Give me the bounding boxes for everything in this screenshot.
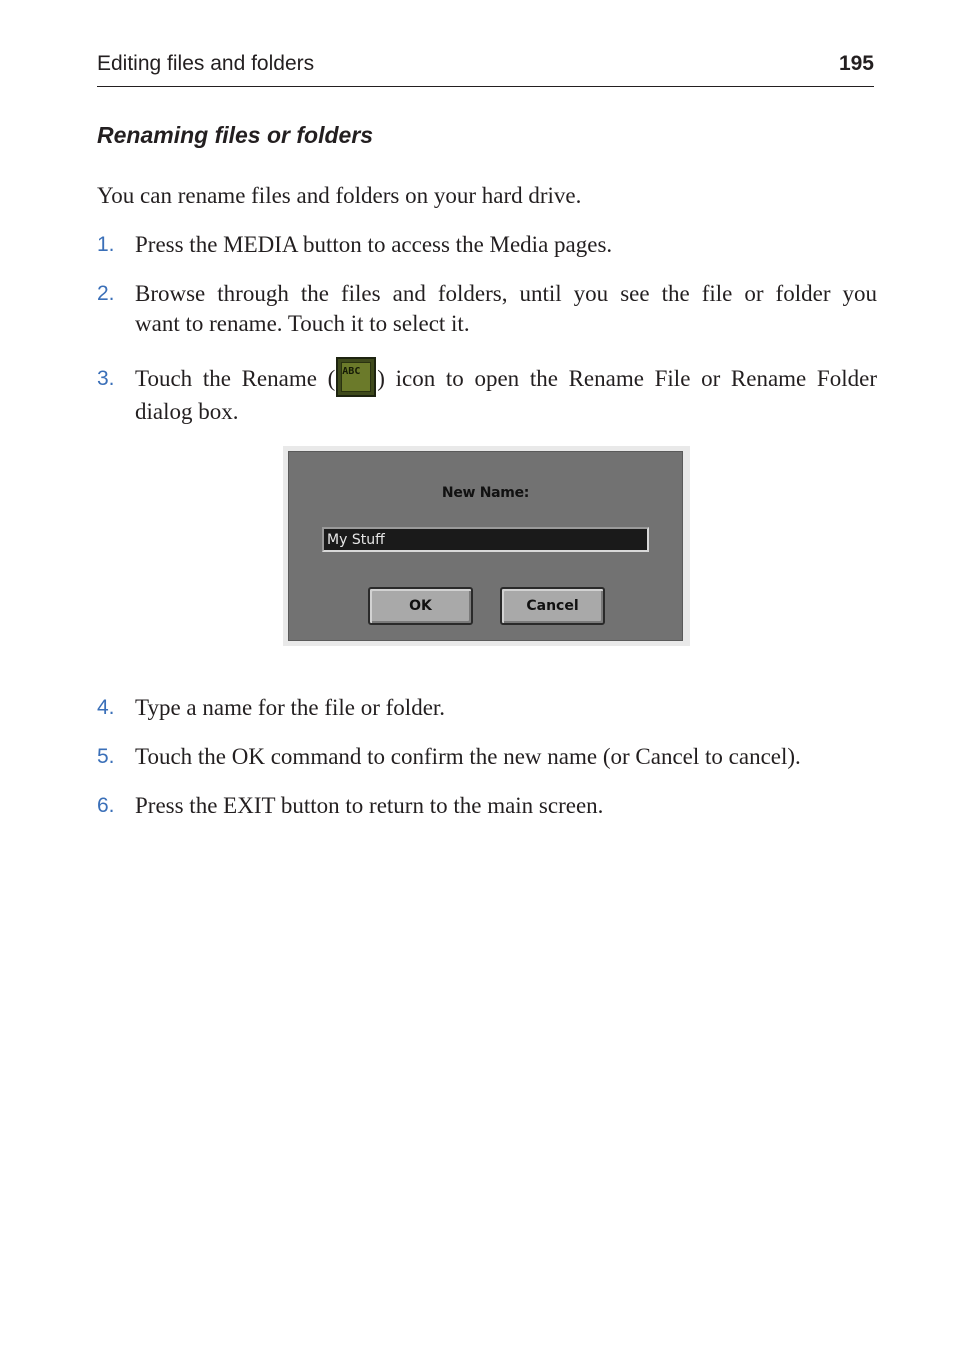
rename-icon-label: ABC	[341, 362, 371, 392]
step-number: 6.	[97, 794, 115, 817]
new-name-input[interactable]	[322, 527, 649, 552]
step-text: Touch the OK command to confirm the new name (or Cancel to cancel).	[135, 744, 801, 769]
step-2	[97, 279, 877, 339]
step-text-line-2: want to rename. Touch it to select it.	[135, 311, 470, 336]
rename-abc-icon	[336, 357, 376, 397]
step-text-line-1	[135, 364, 877, 397]
ok-button[interactable]: OK	[368, 587, 473, 625]
cancel-button[interactable]: Cancel	[500, 587, 605, 625]
step-3	[97, 364, 877, 427]
step-number: 1.	[97, 233, 115, 256]
chapter-title: Editing files and folders	[97, 52, 315, 75]
step-text-after-icon: ) icon to open the Rename File or Rename Folder	[377, 366, 877, 391]
step-number: 5.	[97, 745, 115, 768]
step-text-before-icon: Touch the Rename (	[135, 366, 336, 391]
page-number: 195	[838, 52, 874, 75]
step-4	[97, 693, 877, 723]
step-number: 2.	[97, 282, 115, 305]
intro-paragraph: You can rename files and folders on your hard drive.	[97, 183, 582, 208]
step-number: 3.	[97, 367, 115, 390]
step-number: 4.	[97, 696, 115, 719]
page-header	[97, 50, 874, 87]
step-text: Type a name for the file or folder.	[135, 695, 446, 720]
step-5	[97, 742, 877, 772]
step-text-line-1: Browse through the files and folders, until you see the file or folder you	[135, 281, 877, 306]
rename-dialog-screenshot	[283, 446, 690, 646]
step-1	[97, 230, 877, 260]
section-title: Renaming files or folders	[97, 122, 374, 148]
step-text: Press the MEDIA button to access the Media pages.	[135, 232, 613, 257]
rename-dialog	[288, 451, 683, 641]
step-text-line-2: dialog box.	[135, 398, 239, 424]
step-6	[97, 791, 877, 821]
new-name-label: New Name:	[441, 485, 530, 501]
step-text: Press the EXIT button to return to the main screen.	[135, 793, 604, 818]
